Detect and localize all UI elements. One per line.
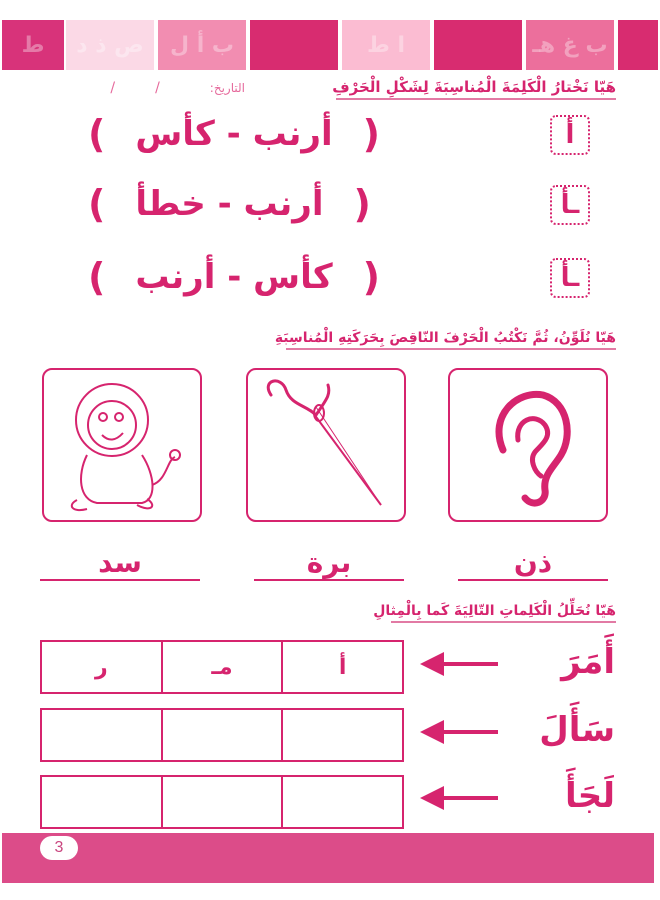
page-number: 3	[40, 836, 78, 860]
band-block: ب غ هـ	[526, 20, 614, 70]
letter-cell[interactable]	[42, 710, 161, 760]
word-blank-ear[interactable]	[458, 546, 608, 581]
close-paren: )	[88, 112, 106, 156]
date-slash: /	[155, 80, 160, 96]
needle-icon	[256, 375, 396, 515]
section1-title: هَيّا نَخْتارُ الْكَلِمَةَ الْمُناسِبَةَ لِشَكْلِ الْحَرْفِ	[336, 78, 616, 100]
word-choice-row	[88, 255, 380, 299]
band-block: ب أ ل	[158, 20, 246, 70]
analysis-word: أَمَرَ	[561, 642, 615, 682]
letter-cell[interactable]	[42, 777, 161, 827]
section2-title: هَيّا نُلَوِّنُ، ثُمَّ نَكْتُبُ الْحَرْفَ النّاقِصَ بِحَرَكَتِهِ الْمُناسِبَةِ	[286, 330, 616, 350]
arrow-left-icon	[420, 652, 500, 676]
open-paren: (	[362, 255, 380, 299]
ear-icon	[473, 380, 583, 510]
word-choice-row	[88, 182, 371, 226]
open-paren: (	[353, 182, 371, 226]
analysis-word: سَأَلَ	[539, 710, 615, 750]
date-field	[75, 78, 245, 98]
picture-card-needle	[246, 368, 406, 522]
date-slash: /	[110, 80, 116, 96]
band-block: ص ذ د	[66, 20, 154, 70]
letter-cell[interactable]: ر	[94, 654, 108, 680]
arrow-left-icon	[420, 720, 500, 744]
band-block	[434, 20, 522, 70]
letter-cell[interactable]: أ	[281, 642, 402, 692]
band-block	[250, 20, 338, 70]
close-paren: )	[88, 182, 106, 226]
letter-grid-row	[40, 640, 404, 694]
analysis-word: لَجَأَ	[564, 776, 615, 816]
word-choices[interactable]: أرنب - خطأ	[135, 184, 324, 224]
word-choice-row	[88, 112, 380, 156]
word-choices[interactable]: كأس - أرنب	[135, 257, 333, 297]
section3-title: هَيّا نُحَلِّلُ الْكَلِماتِ التّالِيَةَ كَما بِالْمِثالِ	[391, 603, 616, 623]
letter-box: أ	[550, 115, 590, 155]
word-choices[interactable]: أرنب - كأس	[135, 114, 333, 154]
picture-card-lion	[42, 368, 202, 522]
word-blank-lion[interactable]	[40, 546, 200, 581]
band-block: ط	[2, 20, 64, 70]
band-block	[618, 20, 658, 70]
letter-box: ـأ	[550, 258, 590, 298]
letter-box: ـأ	[550, 185, 590, 225]
letter-cell[interactable]: مـ	[161, 642, 282, 692]
word-fragment: برة	[306, 546, 352, 579]
header-letter-band	[0, 20, 660, 70]
word-fragment: ذن	[513, 546, 553, 579]
letter-grid-row	[40, 708, 404, 762]
lion-icon	[57, 375, 187, 515]
close-paren: )	[88, 255, 106, 299]
footer-band	[2, 833, 654, 883]
letter-cell[interactable]	[281, 777, 402, 827]
letter-cell[interactable]	[161, 777, 282, 827]
word-blank-needle[interactable]	[254, 546, 404, 581]
band-block: ا ط	[342, 20, 430, 70]
picture-card-ear	[448, 368, 608, 522]
open-paren: (	[362, 112, 380, 156]
word-fragment: سد	[98, 546, 142, 579]
date-label: التاريخ:	[209, 81, 245, 95]
letter-cell[interactable]	[281, 710, 402, 760]
arrow-left-icon	[420, 786, 500, 810]
letter-grid-row	[40, 775, 404, 829]
letter-cell[interactable]	[161, 710, 282, 760]
